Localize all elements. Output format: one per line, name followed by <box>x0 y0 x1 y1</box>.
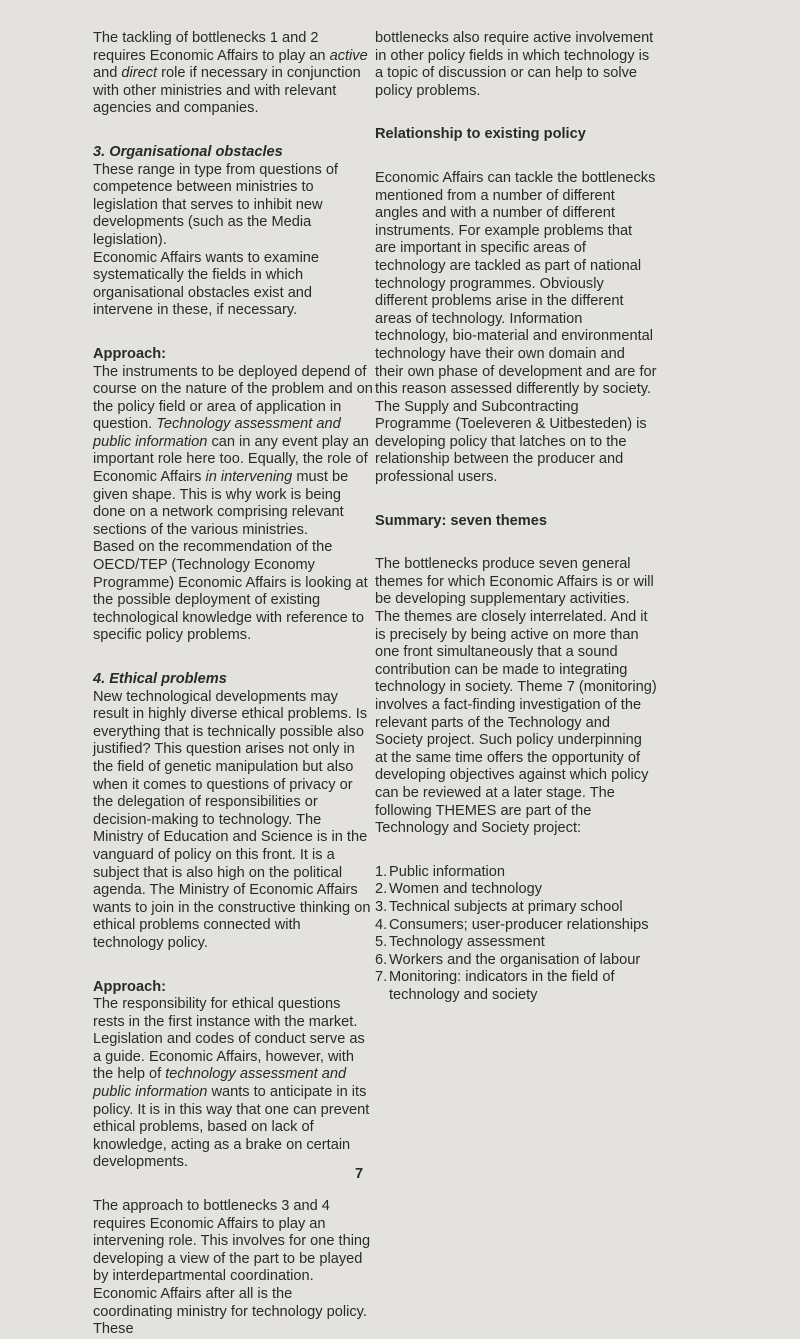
theme-text: Workers and the organisation of labour <box>389 951 641 968</box>
text-segment: The bottlenecks produce seven general themes for which Economic Affairs is or will be developing supplementary activities. The themes are closely interrelated. And it is precisely by being active on more than one front simultaneously that a sound contribution can be made to integrating technology in society. Theme 7 (monitoring) involves a fact-finding investigation of the relevant parts of the Technology and Society project. Such policy underpinning at the same time offers the opportunity of developing objectives against which policy can be reviewed at a later stage. The following THEMES are part of the Technology and Society project: <box>375 556 657 837</box>
theme-item <box>375 881 657 899</box>
theme-item <box>375 952 657 970</box>
text-segment: These range in type from questions of competence between ministries to legislation that serves to inhibit new developments (such as the Media legislation). <box>93 161 338 248</box>
theme-number: 2. <box>375 881 388 898</box>
text-segment: role if necessary in conjunction with other ministries and with relevant agencies and companies. <box>93 65 361 117</box>
theme-text: Women and technology <box>389 881 543 898</box>
emphasis-text: in intervening <box>205 469 293 486</box>
paragraph <box>93 364 373 540</box>
text-segment: New technological developments may result in highly diverse ethical problems. Is everything that is technically possible also justified? This question arises not only in the field of genetic manipulation but also when it comes to questions of privacy or the delegation of responsibilities or decision-making to technology. The Ministry of Education and Science is in the vanguard of policy on this front. It is a subject that is also high on the political agenda. The Ministry of Economic Affairs wants to join in the constructive thinking on ethical problems connected with technology policy. <box>93 688 371 951</box>
text-segment: Economic Affairs wants to examine systematically the fields in which organisational obstacles exist and intervene in these, if necessary. <box>93 249 320 319</box>
text-segment: wants to anticipate in its policy. It is in this way that one can prevent ethical problems, based on lack of knowledge, acting as a brake on certain developments. <box>93 1084 370 1171</box>
paragraph <box>93 250 373 320</box>
text-segment: Economic Affairs can tackle the bottlenecks mentioned from a number of different angles and with a number of different instruments. For example problems that are important in specific areas of technology are tackled as part of national technology programmes. Obviously different problems arise in the different areas of technology. Information technology, bio-material and environmental technology have their own domain and their own phase of development and are for this reason assessed differently by society. The Supply and Subcontracting Programme (Toeleveren & Uitbesteden) is developing policy that latches on to the relationship between the producer and professional users. <box>375 169 657 486</box>
theme-number: 5. <box>375 934 388 951</box>
paragraph <box>93 689 373 953</box>
theme-number: 6. <box>375 951 388 968</box>
emphasis-text: Technology assessment and public information <box>93 416 341 450</box>
theme-number: 7. <box>375 969 388 986</box>
text-segment: The approach to bottlenecks 3 and 4 requires Economic Affairs to play an intervening role. This involves for one thing developing a view of the part to be played by interdepartmental coordination. Economic Affairs after all is the coordinating ministry for technology policy. These <box>93 1198 371 1338</box>
theme-text: Technical subjects at primary school <box>389 898 623 915</box>
text-segment: The responsibility for ethical questions rests in the first instance with the market. Legislation and codes of conduct serve as a guide. Economic Affairs, however, with the help of <box>93 996 365 1083</box>
theme-item <box>375 899 657 917</box>
emphasis-text: direct <box>121 65 158 82</box>
left-column <box>93 30 373 1339</box>
theme-text: Public information <box>389 863 505 880</box>
section-heading-relationship: Relationship to existing policy <box>375 126 586 143</box>
theme-text: Technology assessment <box>389 934 545 951</box>
theme-number: 4. <box>375 916 388 933</box>
approach-heading: Approach: <box>93 345 166 362</box>
emphasis-text: active <box>329 47 368 64</box>
theme-item <box>375 934 657 952</box>
text-segment: bottlenecks also require active involvement in other policy fields in which technology is a topic of discussion or can help to solve policy problems. <box>375 30 654 99</box>
theme-item <box>375 864 657 882</box>
section-heading-ethical-problems: 4. Ethical problems <box>93 671 227 687</box>
theme-text: Monitoring: indicators in the field of technology and society <box>389 969 615 1003</box>
paragraph <box>93 162 373 250</box>
paragraph <box>375 556 657 838</box>
text-segment: can in any event play an important role here too. Equally, the role of Economic Affairs <box>93 433 369 486</box>
paragraph <box>93 996 373 1172</box>
paragraph <box>375 170 657 487</box>
text-segment: must be given shape. This is why work is being done on a network comprising relevant sections of the various ministries. <box>93 469 349 538</box>
section-heading-summary: Summary: seven themes <box>375 512 547 529</box>
theme-number: 1. <box>375 863 388 880</box>
paragraph <box>93 539 373 645</box>
themes-list <box>375 864 657 1005</box>
section-heading-organisational-obstacles: 3. Organisational obstacles <box>93 143 283 160</box>
paragraph <box>93 1198 373 1339</box>
text-segment: Based on the recommendation of the OECD/TEP (Technology Economy Programme) Economic Affairs is looking at the possible deployment of existing technological knowledge with reference to specific policy problems. <box>93 539 368 644</box>
theme-number: 3. <box>375 898 388 915</box>
emphasis-text: technology assessment and public information <box>93 1066 347 1101</box>
theme-text: Consumers; user-producer relationships <box>389 916 649 933</box>
approach-heading: Approach: <box>93 978 166 995</box>
paragraph <box>375 30 657 100</box>
right-column <box>375 30 657 1005</box>
paragraph <box>93 30 373 118</box>
text-segment: and <box>93 65 122 82</box>
theme-item <box>375 917 657 935</box>
theme-item <box>375 969 657 1004</box>
text-segment: The instruments to be deployed depend of course on the nature of the problem and on the policy field or area of application in question. <box>93 363 373 433</box>
text-segment: The tackling of bottlenecks 1 and 2 requires Economic Affairs to play an <box>93 30 330 64</box>
page-number: 7 <box>355 1166 364 1182</box>
